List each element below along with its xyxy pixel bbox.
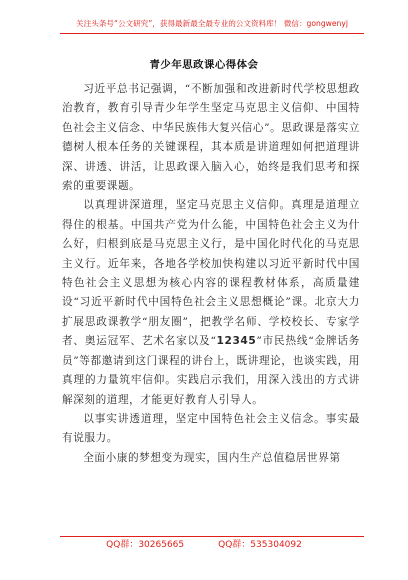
document-title: 青少年思政课心得体会 [149, 59, 259, 71]
footer-qq-group-1: QQ群：30265665 [106, 540, 185, 550]
header-divider [60, 33, 364, 34]
hotline-number: 12345 [216, 335, 257, 348]
footer-qq-group-2: QQ群：535304092 [218, 540, 302, 550]
footer-divider [60, 536, 364, 537]
paragraph-1: 习近平总书记强调，“不断加强和改进新时代学校思想政治教育，教育引导青少年学生坚定马克思主义信仰、中国特色社会主义信念、中华民族伟大复兴信心”。思政课是落实立德树人根本任务的关键课程，其本质是讲道理如何把道理讲深、讲透、讲活，让思政课入脑入心，始终是我们思考和探索的重要课题。 [62, 83, 360, 193]
paragraph-2 [62, 196, 360, 409]
paragraph-2-part-1: 以真理讲深道理，坚定马克思主义信仰。真理是道理立得住的根基。中国共产党为什么能，中国特色社会主义为什么好，归根到底是马克思主义行，是中国化时代化的马克思主义行。近年来，各地各学校加快构建以习近平新时代中国特色社会主义思想为核心内容的课程教材体系，高质量建设“习近平新时代中国特色社会主义思想概论”课。北京大力扩展思政课教学“朋友圈”，把教学名师、学校校长、专家学者、奥运冠军、艺术名家以及“ [62, 199, 360, 348]
footer [0, 539, 408, 551]
document-body [62, 80, 360, 468]
paragraph-4: 全面小康的梦想变为现实，国内生产总值稳居世界第 [83, 451, 341, 464]
paragraph-3: 以事实讲透道理，坚定中国特色社会主义信念。事实最有说服力。 [62, 412, 360, 445]
header-watermark: 关注头条号“公文研究”，获得最新最全最专业的公文资料库！ 微信：gongwenyj [76, 19, 348, 28]
paragraph-2-part-2: ”市民热线“金牌话务员”等都邀请到这门课程的讲台上，既讲理论，也谈实践，用真理的力量筑牢信仰。实践启示我们，用深入浅出的方式讲解深刻的道理，才能更好教育人引导人。 [62, 335, 360, 406]
